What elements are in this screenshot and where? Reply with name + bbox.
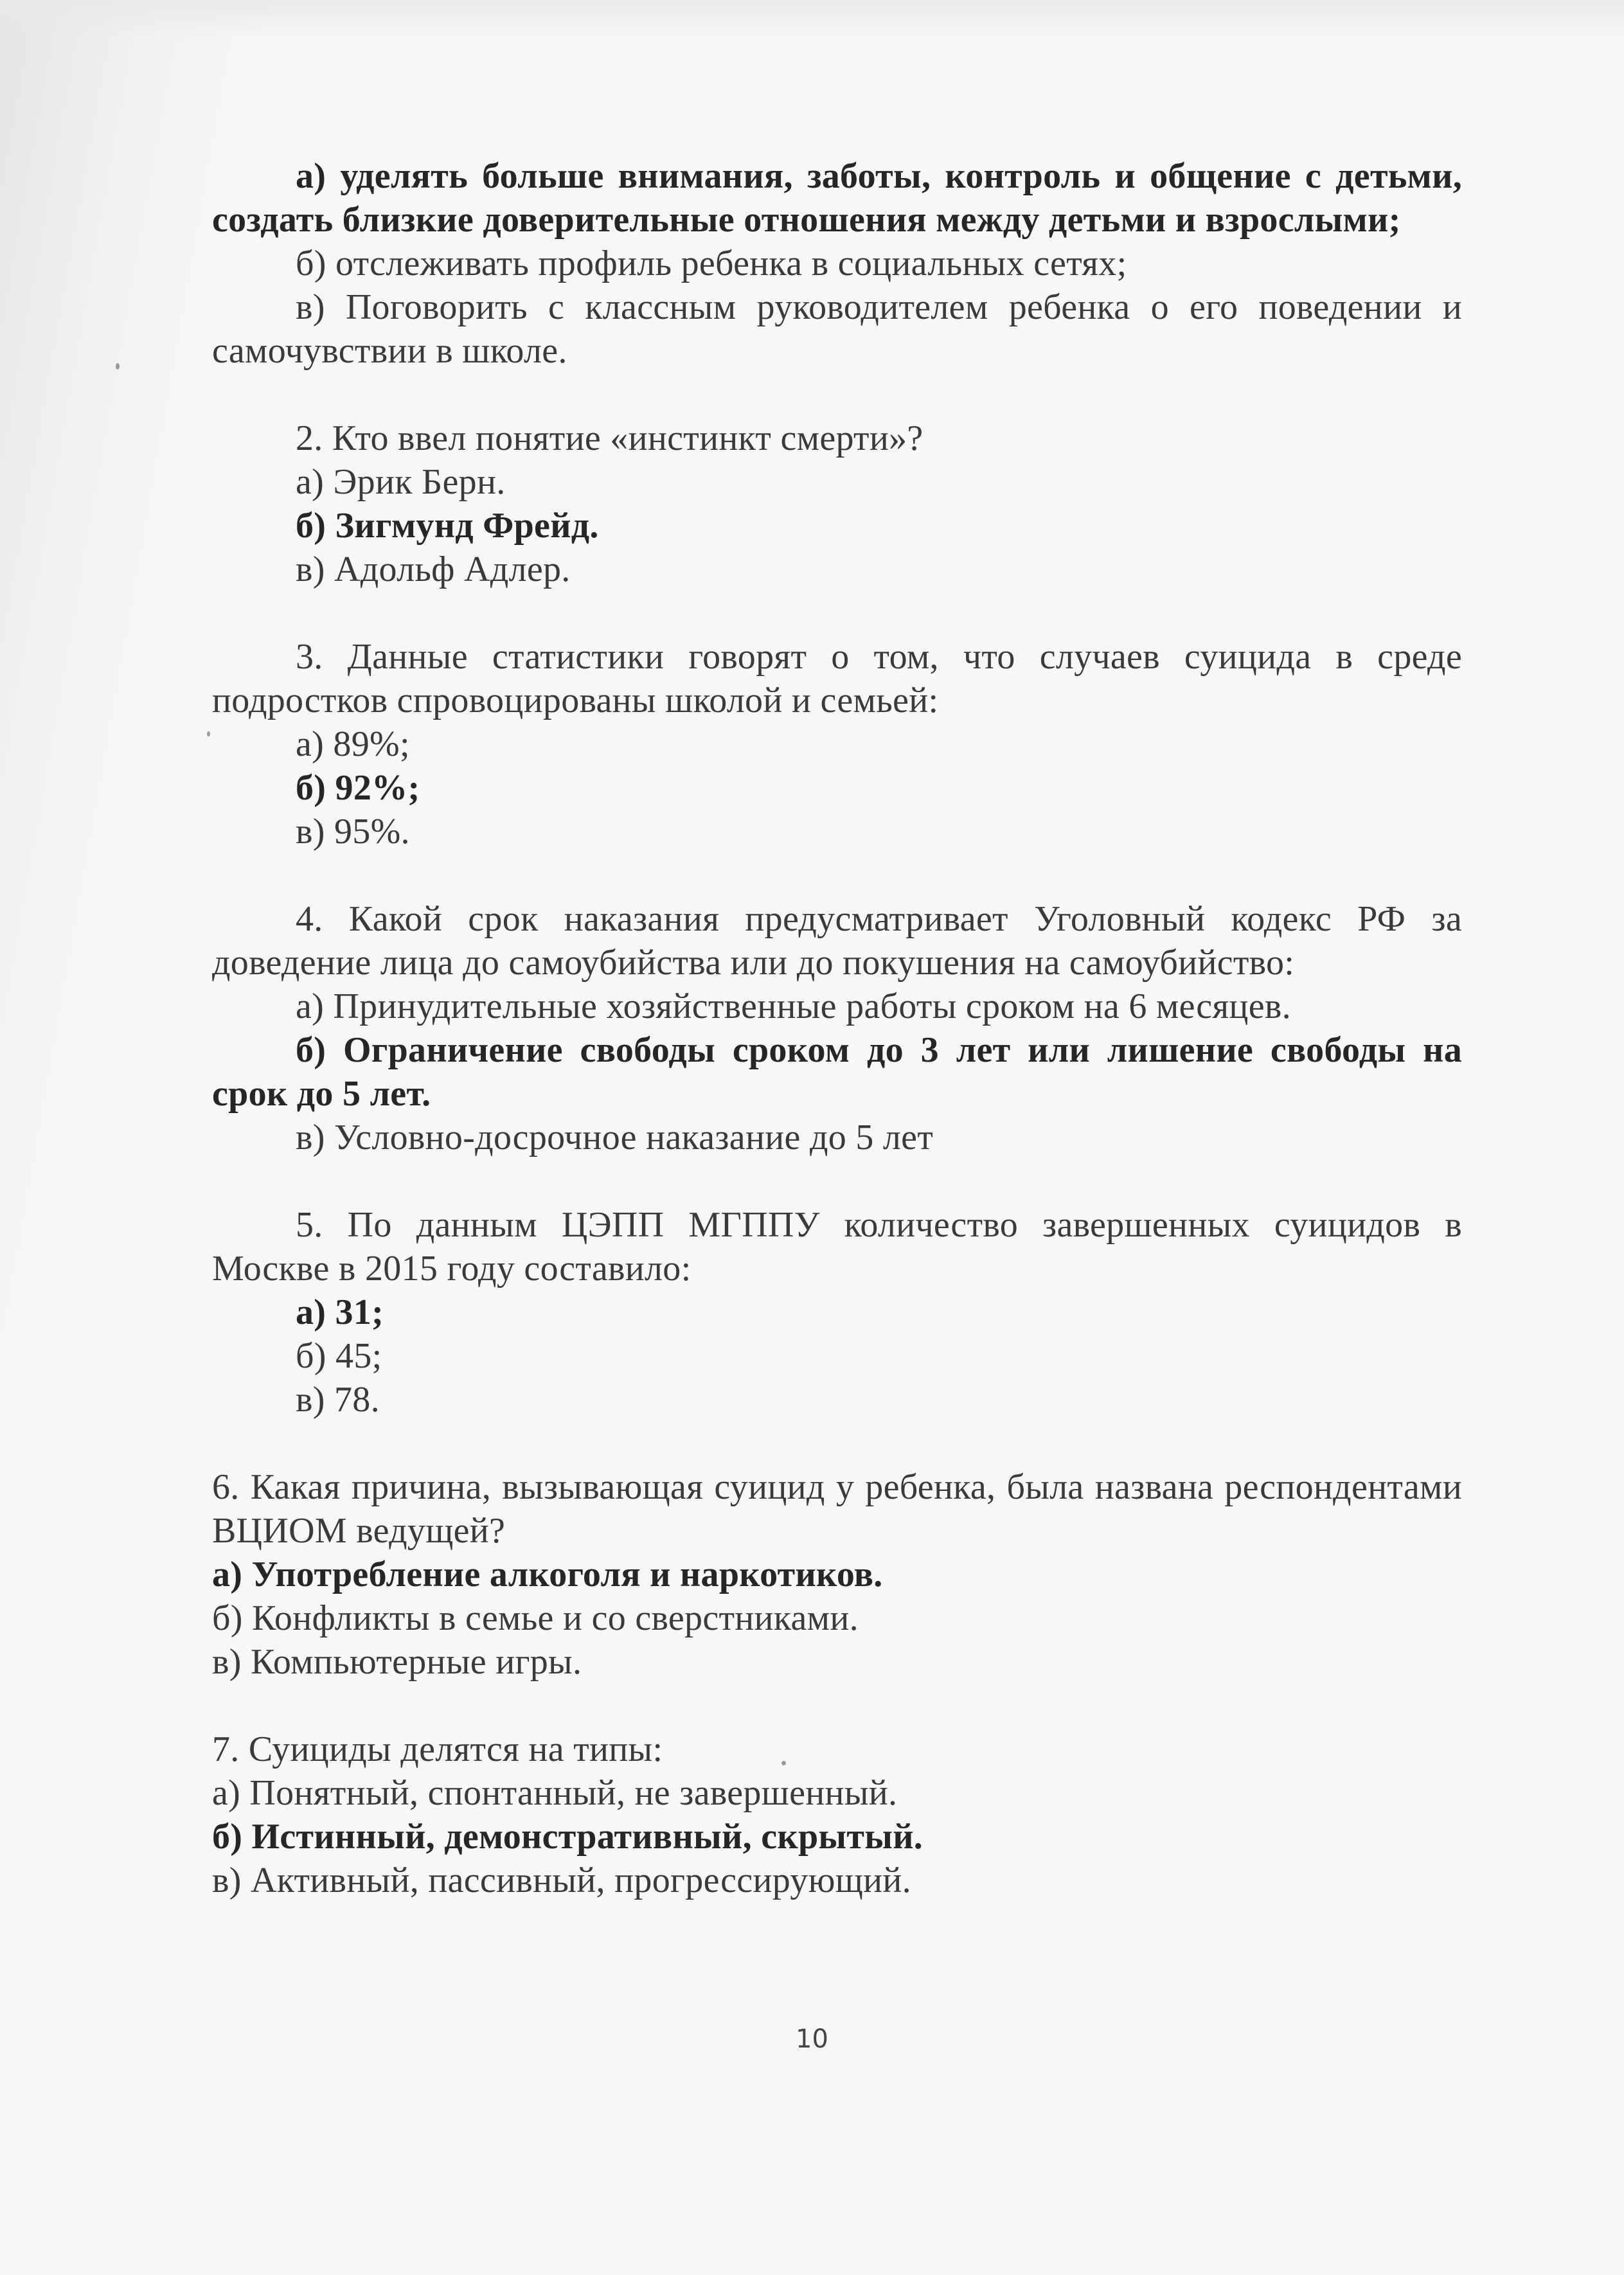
q4-option-b: б) Ограничение свободы сроком до 3 лет или лишение свободы на срок до 5 лет. — [212, 1030, 1462, 1114]
document-body — [212, 154, 1462, 1902]
q4-option-a: а) Принудительные хозяйственные работы сроком на 6 месяцев. — [296, 986, 1291, 1026]
q7-option-b: б) Истинный, демонстративный, скрытый. — [212, 1817, 924, 1857]
scan-speck — [116, 363, 120, 370]
q5-option-a: а) 31; — [296, 1292, 384, 1332]
q1-option-b: б) отслеживать профиль ребенка в социальных сетях; — [296, 244, 1127, 283]
q6-option-b: б) Конфликты в семье и со сверстниками. — [212, 1598, 859, 1638]
q7-option-a: а) Понятный, спонтанный, не завершенный. — [212, 1773, 898, 1813]
q1-option-a: а) уделять больше внимания, заботы, контроль и общение с детьми, создать близкие доверительные отношения между детьми и взрослыми; — [212, 156, 1462, 240]
q5-option-c: в) 78. — [296, 1380, 380, 1420]
q2-option-b: б) Зигмунд Фрейд. — [296, 506, 599, 546]
q6-option-c: в) Компьютерные игры. — [212, 1642, 582, 1682]
page-number: 10 — [796, 2024, 828, 2054]
q2-question: 2. Кто ввел понятие «инстинкт смерти»? — [296, 418, 924, 458]
q1-option-c: в) Поговорить с классным руководителем ребенка о его поведении и самочувствии в школе. — [212, 287, 1462, 371]
q7-question: 7. Суициды делятся на типы: — [212, 1729, 663, 1769]
q3-option-a: а) 89%; — [296, 724, 410, 764]
q2-option-c: в) Адольф Адлер. — [296, 549, 571, 589]
q3-question: 3. Данные статистики говорят о том, что случаев суицида в среде подростков спровоцированы школой и семьей: — [212, 637, 1462, 720]
scan-shadow — [0, 0, 1624, 39]
q5-question: 5. По данным ЦЭПП МГППУ количество завершенных суицидов в Москве в 2015 году составило: — [212, 1205, 1462, 1289]
q2-option-a: а) Эрик Берн. — [296, 462, 506, 502]
q6-question: 6. Какая причина, вызывающая суицид у ребенка, была названа респондентами ВЦИОМ ведущей? — [212, 1467, 1462, 1551]
q3-option-b: б) 92%; — [296, 768, 420, 808]
q4-option-c: в) Условно-досрочное наказание до 5 лет — [296, 1118, 934, 1157]
q5-option-b: б) 45; — [296, 1336, 382, 1376]
scan-speck — [207, 731, 210, 736]
q6-option-a: а) Употребление алкоголя и наркотиков. — [212, 1555, 883, 1594]
q3-option-c: в) 95%. — [296, 812, 410, 852]
q4-question: 4. Какой срок наказания предусматривает Уголовный кодекс РФ за доведение лица до самоубийства или до покушения на самоубийство: — [212, 899, 1462, 983]
q7-option-c: в) Активный, пассивный, прогрессирующий. — [212, 1860, 911, 1900]
